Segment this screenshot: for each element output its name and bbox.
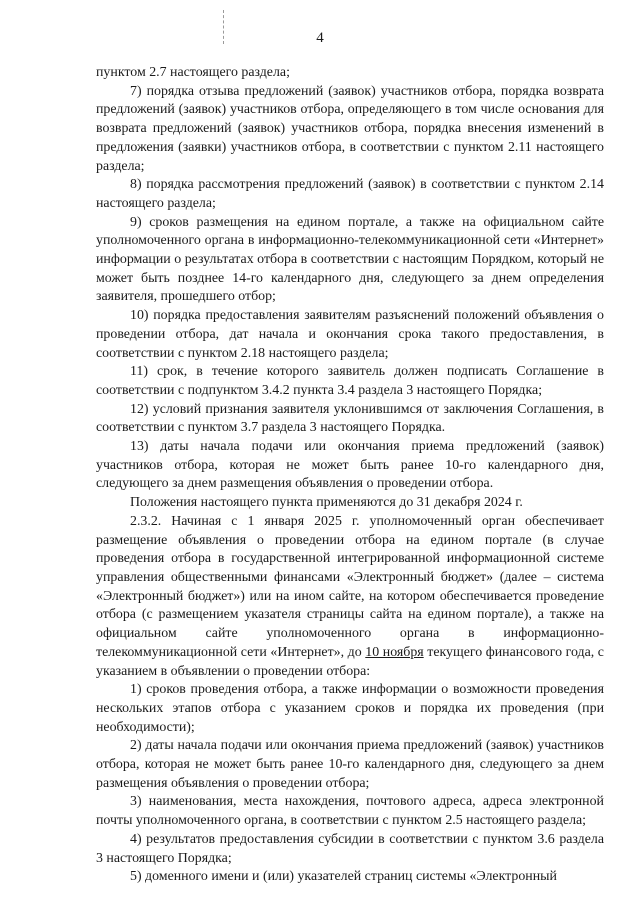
paragraph-continuation: пунктом 2.7 настоящего раздела; xyxy=(96,65,290,80)
list-item-5: 5) доменного имени и (или) указателей страниц системы «Электронный xyxy=(130,869,557,885)
list-item-3: 3) наименования, места нахождения, почтового адреса, адреса электронной почты уполномоченного органа, в соответствии с пунктом 2.5 настоящего раздела; xyxy=(96,794,604,829)
list-item-4: 4) результатов предоставления субсидии в соответствии с пунктом 3.6 раздела 3 настоящего Порядка; xyxy=(96,831,604,866)
list-item-10: 10) порядка предоставления заявителям разъяснений положений объявления о проведении отбора, дат начала и окончания срока такого предоставления, в соответствии с пунктом 2.18 настоящего раздела; xyxy=(96,308,604,361)
deadline-date: 10 ноября xyxy=(365,644,424,660)
list-item-9: 9) сроков размещения на едином портале, а также на официальном сайте уполномоченного органа в информационно-телекоммуникационной сети «Интернет» информации о результатах отбора в соответствии с настоящим Порядком, который не может быть позднее 14-го календарного дня, следующего за днем определения заявителя, прошедшего отбор; xyxy=(96,214,604,305)
section-2-3-2: 2.3.2. Начиная с 1 января 2025 г. уполномоченный орган обеспечивает размещение объявления о проведении отбора на едином портале (в случае проведения отбора в государственной интегрированной информационной системе управления общественными финансами «Электронный бюджет» (далее – система «Электронный бюджет») или на ином сайте, на котором обеспечивается проведение отбора (с размещением указателя страницы сайта на едином портале), а также на официальном сайте уполномоченного органа в информационно-телекоммуникационной сети «Интернет», до 10 ноября текущего финансового года, с указанием в объявлении о проведении отбора: xyxy=(96,513,604,679)
list-item-12: 12) условий признания заявителя уклонившимся от заключения Соглашения, в соответствии с пунктом 3.7 раздела 3 настоящего Порядка. xyxy=(96,401,604,436)
list-item-2: 2) даты начала подачи или окончания приема предложений (заявок) участников отбора, которая не может быть ранее 10-го календарного дня, следующего за днем размещения объявления о проведении отбора; xyxy=(96,738,604,791)
list-item-11: 11) срок, в течение которого заявитель должен подписать Соглашение в соответствии с подпунктом 3.4.2 пункта 3.4 раздела 3 настоящего Порядка; xyxy=(96,364,604,398)
list-item-13: 13) даты начала подачи или окончания приема предложений (заявок) участников отбора, которая не может быть ранее 10-го календарного дня, следующего за днем размещения объявления о проведении отбора. xyxy=(96,439,604,492)
list-item-1: 1) сроков проведения отбора, а также информации о возможности проведения нескольких этапов отбора с указанием сроков и порядка их проведения (при необходимости); xyxy=(96,682,604,735)
document-body xyxy=(96,64,604,887)
list-item-7: 7) порядка отзыва предложений (заявок) участников отбора, порядка возврата предложений (заявок) участников отбора, определяющего в том числе основания для возврата предложений (заявок) участников отбора, порядка внесения изменений в предложения (заявки) участников отбора, в соответствии с пунктом 2.11 настоящего раздела; xyxy=(96,83,604,174)
page-number: 4 xyxy=(316,30,324,46)
list-item-8: 8) порядка рассмотрения предложений (заявок) в соответствии с пунктом 2.14 настоящего раздела; xyxy=(96,177,604,211)
applicability-note: Положения настоящего пункта применяются до 31 декабря 2024 г. xyxy=(130,495,523,511)
